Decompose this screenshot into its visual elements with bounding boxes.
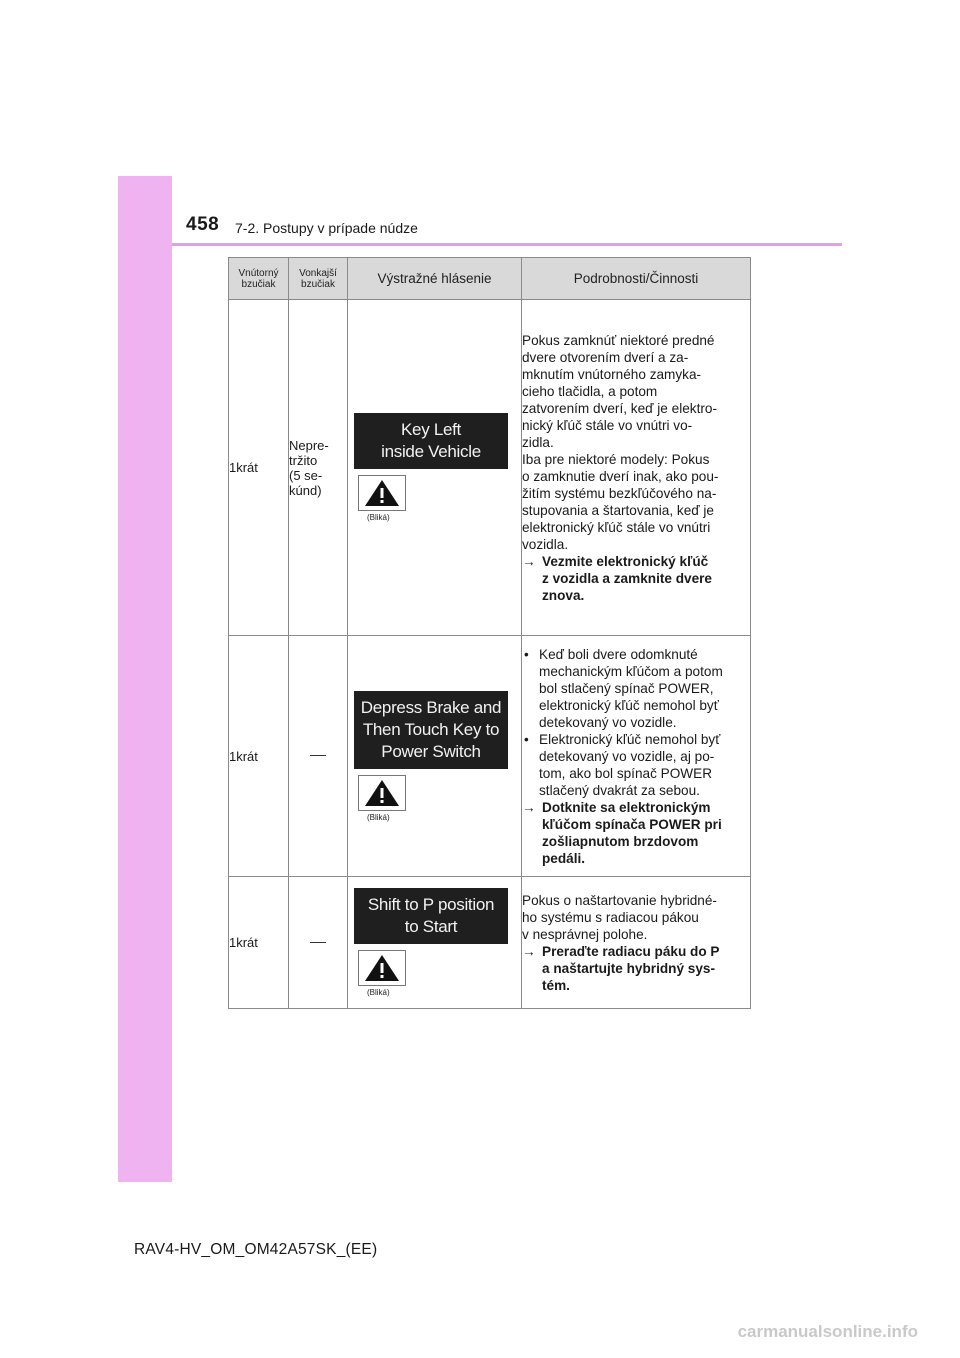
warning-triangle-icon — [358, 775, 406, 811]
arrow-icon: → — [522, 943, 536, 959]
warning-table — [228, 257, 751, 1009]
details-text: Pokus zamknúť niektoré predné dvere otvorením dverí a za- mknutím vnútorného zamyka- cieho tlačidla, a potom zatvorením dverí, keď je elektro- nický kľúč stále vo vnútri vo- zidla. Iba pre niektoré modely: Pokus o zamknutie dverí inak, ako pou- žitím systému bezkľúčového na- stupovania a štartovania, keď je elektronický kľúč stále vo vnútri vozidla. — [522, 332, 719, 552]
side-tab-band — [118, 176, 172, 1182]
details-cell — [522, 877, 751, 1009]
arrow-icon: → — [522, 799, 536, 815]
action-instruction — [522, 799, 750, 867]
table-row — [229, 877, 751, 1009]
header-external-buzzer: Vonkajší bzučiak — [289, 258, 348, 300]
action-text: Preraďte radiacu páku do P a naštartujte hybridný sys- tém. — [542, 943, 720, 993]
warning-message-cell — [348, 300, 522, 636]
warning-triangle-icon — [358, 950, 406, 986]
details-text: Pokus o naštartovanie hybridné- ho systému s radiacou pákou v nesprávnej polohe. — [522, 892, 717, 942]
list-item — [522, 646, 750, 731]
warning-message-cell — [348, 636, 522, 877]
blink-note: (Bliká) — [367, 812, 390, 822]
action-instruction — [522, 553, 750, 604]
dash-icon — [310, 755, 326, 756]
display-message: Shift to P position to Start — [354, 888, 508, 944]
bullet-text: Elektronický kľúč nemohol byť detekovaný vo vozidle, aj po- tom, ako bol spínač POWER stlačený dvakrát za sebou. — [539, 731, 721, 798]
details-cell — [522, 300, 751, 636]
header-divider — [172, 243, 842, 246]
blink-note: (Bliká) — [367, 513, 390, 522]
external-buzzer-cell: Nepre- tržito (5 se- kúnd) — [289, 300, 348, 636]
action-text: Dotknite sa elektronickým kľúčom spínača POWER pri zošliapnutom brzdovom pedáli. — [542, 799, 722, 866]
bullet-icon: • — [524, 646, 529, 662]
warning-message-cell — [348, 877, 522, 1009]
internal-buzzer-cell: 1krát — [229, 300, 289, 636]
header-warning-message: Výstražné hlásenie — [348, 258, 522, 300]
table-row — [229, 300, 751, 636]
table-row — [229, 636, 751, 877]
document-footer: RAV4-HV_OM_OM42A57SK_(EE) — [134, 1241, 378, 1258]
list-item — [522, 731, 750, 799]
display-message: Depress Brake and Then Touch Key to Power Switch — [354, 691, 508, 769]
action-text: Vezmite elektronický kľúč z vozidla a zamknite dvere znova. — [542, 553, 712, 603]
external-buzzer-cell — [289, 877, 348, 1009]
action-instruction — [522, 943, 750, 994]
internal-buzzer-cell: 1krát — [229, 877, 289, 1009]
arrow-icon: → — [522, 553, 536, 569]
bullet-text: Keď boli dvere odomknuté mechanickým kľúčom a potom bol stlačený spínač POWER, elektronický kľúč nemohol byť detekovaný vo vozidle. — [539, 646, 723, 730]
section-title: 7-2. Postupy v prípade núdze — [235, 220, 418, 236]
table-header-row — [229, 258, 751, 300]
watermark: carmanualsonline.info — [737, 1322, 918, 1341]
dash-icon — [310, 942, 326, 943]
bullet-icon: • — [524, 731, 529, 747]
details-cell — [522, 636, 751, 877]
blink-note: (Bliká) — [367, 988, 390, 997]
header-internal-buzzer: Vnútorný bzučiak — [229, 258, 289, 300]
external-buzzer-cell — [289, 636, 348, 877]
page-number: 458 — [186, 214, 220, 235]
display-message: Key Left inside Vehicle — [354, 413, 508, 469]
warning-triangle-icon — [358, 475, 406, 511]
internal-buzzer-cell: 1krát — [229, 636, 289, 877]
header-details: Podrobnosti/Činnosti — [522, 258, 751, 300]
